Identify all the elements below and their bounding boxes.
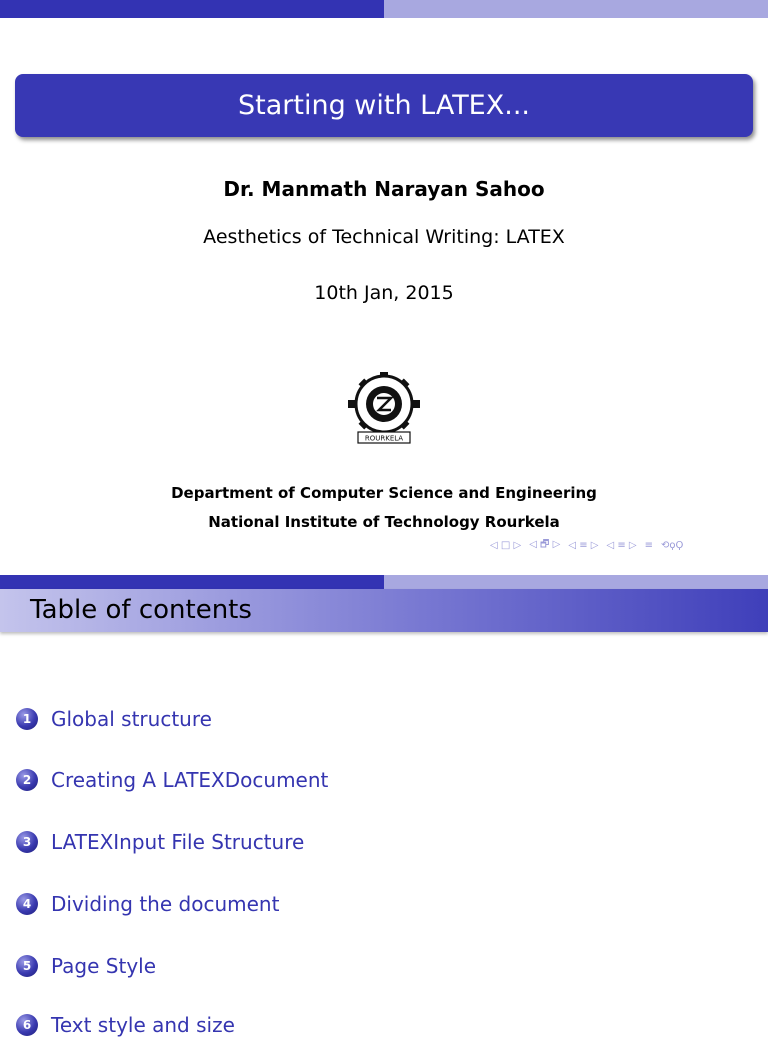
presentation-title-box [15, 74, 753, 137]
toc-item[interactable] [16, 766, 328, 794]
toc-number-ball: 3 [16, 831, 38, 853]
nav-frame-icon[interactable]: ◁ □ ▷ [490, 539, 522, 551]
toc-link[interactable]: Dividing the document [51, 892, 280, 916]
toc-slide [0, 575, 768, 1037]
headline-bar [0, 0, 768, 18]
toc-number-ball: 1 [16, 708, 38, 730]
institute-name: National Institute of Technology Rourkela [208, 513, 560, 531]
beamer-navigation-bar [490, 537, 683, 553]
department-name: Department of Computer Science and Engineering [171, 484, 597, 502]
toc-link[interactable]: Page Style [51, 954, 157, 978]
nav-search-icon[interactable]: ⟲ϙϘ [660, 539, 684, 551]
toc-number-ball: 6 [16, 1014, 38, 1036]
toc-item[interactable] [16, 828, 304, 856]
toc-link[interactable]: Creating A LATEXDocument [51, 768, 329, 792]
presentation-title: Starting with LATEX... [238, 90, 530, 121]
toc-link[interactable]: Global structure [51, 707, 212, 731]
toc-number-ball: 4 [16, 893, 38, 915]
date: 10th Jan, 2015 [314, 282, 454, 304]
nit-rourkela-emblem-icon [344, 368, 424, 448]
toc-item[interactable] [16, 890, 279, 918]
nav-section2-icon[interactable]: ◁ ≡ ▷ [606, 539, 637, 551]
logo-banner-text: ROURKELA [364, 434, 404, 443]
headline-bar-light [384, 0, 768, 18]
toc-link[interactable]: Text style and size [51, 1013, 235, 1037]
toc-item[interactable] [16, 1011, 235, 1039]
toc-item[interactable] [16, 952, 156, 980]
toc-number-ball: 2 [16, 769, 38, 791]
nav-subsection-icon[interactable]: ◁ 🗗 ▷ [529, 538, 561, 550]
headline-bar-dark [0, 0, 384, 18]
frame-title: Table of contents [30, 595, 252, 625]
gear-icon [348, 372, 420, 436]
subtitle: Aesthetics of Technical Writing: LATEX [203, 226, 565, 248]
toc-number-ball: 5 [16, 955, 38, 977]
author-name: Dr. Manmath Narayan Sahoo [223, 177, 545, 201]
nav-document-icon[interactable]: ≡ [644, 539, 653, 551]
nav-section-icon[interactable]: ◁ ≡ ▷ [568, 539, 599, 551]
toc-link[interactable]: LATEXInput File Structure [51, 830, 305, 854]
toc-item[interactable] [16, 705, 212, 733]
